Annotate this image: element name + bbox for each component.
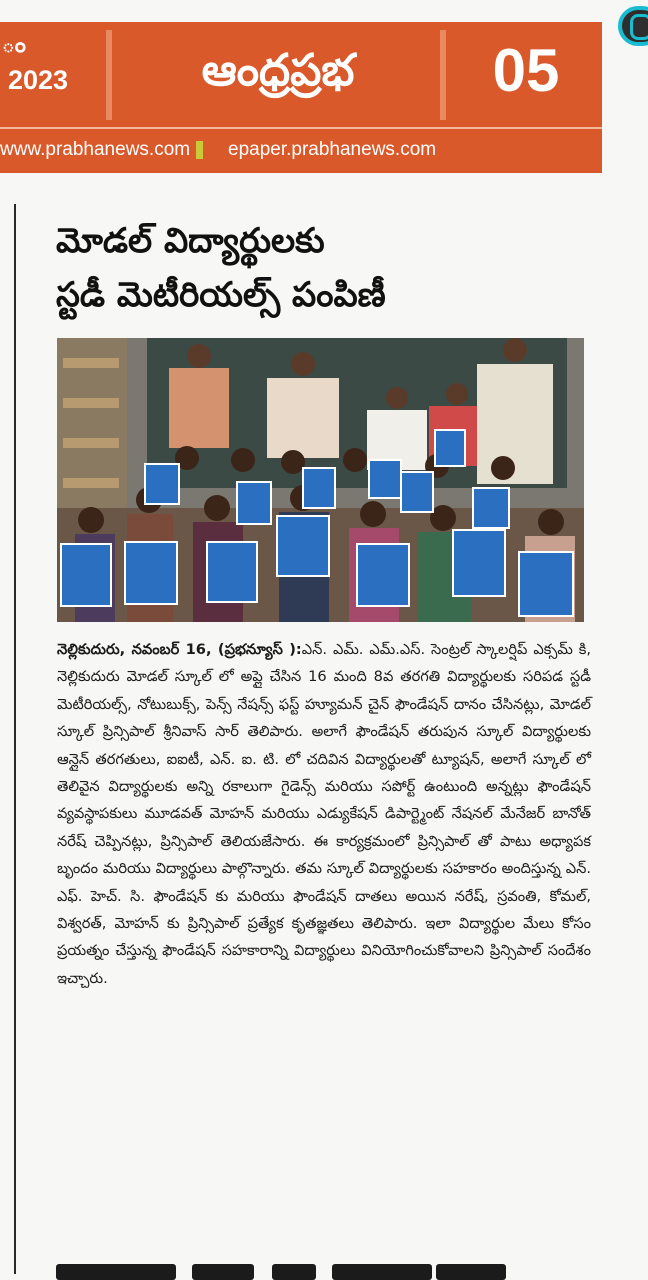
newspaper-title: ఆంధ్రప్రభ — [201, 45, 355, 96]
cropped-headline-fragment — [332, 1264, 432, 1280]
url-bar — [0, 127, 602, 173]
badge-glyph-icon — [630, 14, 648, 40]
website-url: www.prabhanews.com — [0, 139, 191, 160]
cropped-headline-fragment — [56, 1264, 176, 1280]
epaper-url: epaper.prabhanews.com — [228, 139, 437, 160]
group-photo-icon — [57, 338, 584, 622]
separator-marker-icon — [196, 141, 203, 159]
headline-line-2: స్టడీ మెటీరియల్స్ పంపిణీ — [56, 275, 386, 315]
cropped-headline-fragment — [272, 1264, 316, 1280]
headline-line-1: మోడల్ విద్యార్థులకు — [56, 221, 325, 261]
article-dateline: నెల్లికుదురు, నవంబర్ 16, (ప్రభన్యూస్ ): — [57, 641, 302, 658]
next-article-headline-cropped — [56, 1256, 616, 1280]
page-number: 05 — [492, 37, 560, 104]
article-body — [57, 636, 591, 992]
app-badge-icon[interactable] — [618, 6, 648, 46]
article-photo — [57, 338, 584, 622]
masthead-divider — [106, 30, 112, 120]
masthead-date — [0, 32, 96, 96]
column-rule — [14, 204, 16, 1274]
article-body-text: ఎన్. ఎమ్. ఎమ్.ఎస్. సెంట్రల్ స్కాలర్షిప్ ఎక్సమ్ కి, నెల్లికుదురు మోడల్ స్కూల్ లో అప్లై చేసిన 16 మంది 8వ తరగతి విద్యార్థులకు సరిపడ స్టడీ మెటీరియల్స్, నోటుబుక్స్, పెన్స్ నేషన్స్ ఫస్ట్ హ్యూమన్ చైన్ ఫౌండేషన్ దానం చేసినట్లు, మోడల్ స్కూల్ ప్రిన్సిపాల్ శ్రీనివాస్ సార్ తెలిపారు. అలాగే ఫౌండేషన్ తరుపున స్కూల్ విద్యార్థులకు ఆన్లైన్ తరగతులు, ఐఐటీ, ఎన్. ఐ. టి. లో చదివిన విద్యార్థులతో ట్యూషన్, అలాగే స్కూల్ లో తెలివైన విద్యార్థులకు అన్ని రకాలుగా గైడెన్స్ మరియు సపోర్ట్ ఉంటుంది అన్నట్లు ఫౌండేషన్ వ్యవస్థాపకులు మూడవత్ మోహన్ మరియు ఎడ్యుకేషన్ డిపార్ట్మెంట్ నేషనల్ మేనేజర్ బానోత్ నరేష్ చెప్పినట్లు, ప్రిన్సిపాల్ తెలియజేసారు. ఈ కార్యక్రమంలో ప్రిన్సిపాల్ తో పాటు అధ్యాపక బృందం మరియు విద్యార్థులు పాల్గొన్నారు. తమ స్కూల్ విద్యార్థులకు సహకారం అందిస్తున్న ఎన్. ఎఫ్. హెచ్. సి. ఫౌండేషన్ కు మరియు ఫౌండేషన్ దాతలు అయిన నరేష్, స్రవంతి, కోమల్, విశ్వరత్, మోహన్ కు ప్రిన్సిపాల్ ప్రత్యేక కృతజ్ఞతలు తెలిపారు. ఇలా విద్యార్థుల మేలు కోసం ప్రయత్నం చేస్తున్న ఫౌండేషన్ సహకారాన్ని విద్యార్థులు వినియోగించుకోవాలని ప్రిన్సిపాల్ సందేశం ఇచ్చారు. — [57, 641, 591, 987]
masthead-day: ం — [2, 32, 26, 57]
masthead-divider — [440, 30, 446, 120]
cropped-headline-fragment — [436, 1264, 506, 1280]
masthead — [0, 22, 602, 127]
article-headline — [56, 214, 616, 322]
cropped-headline-fragment — [192, 1264, 254, 1280]
masthead-year: 2023 — [8, 65, 69, 95]
